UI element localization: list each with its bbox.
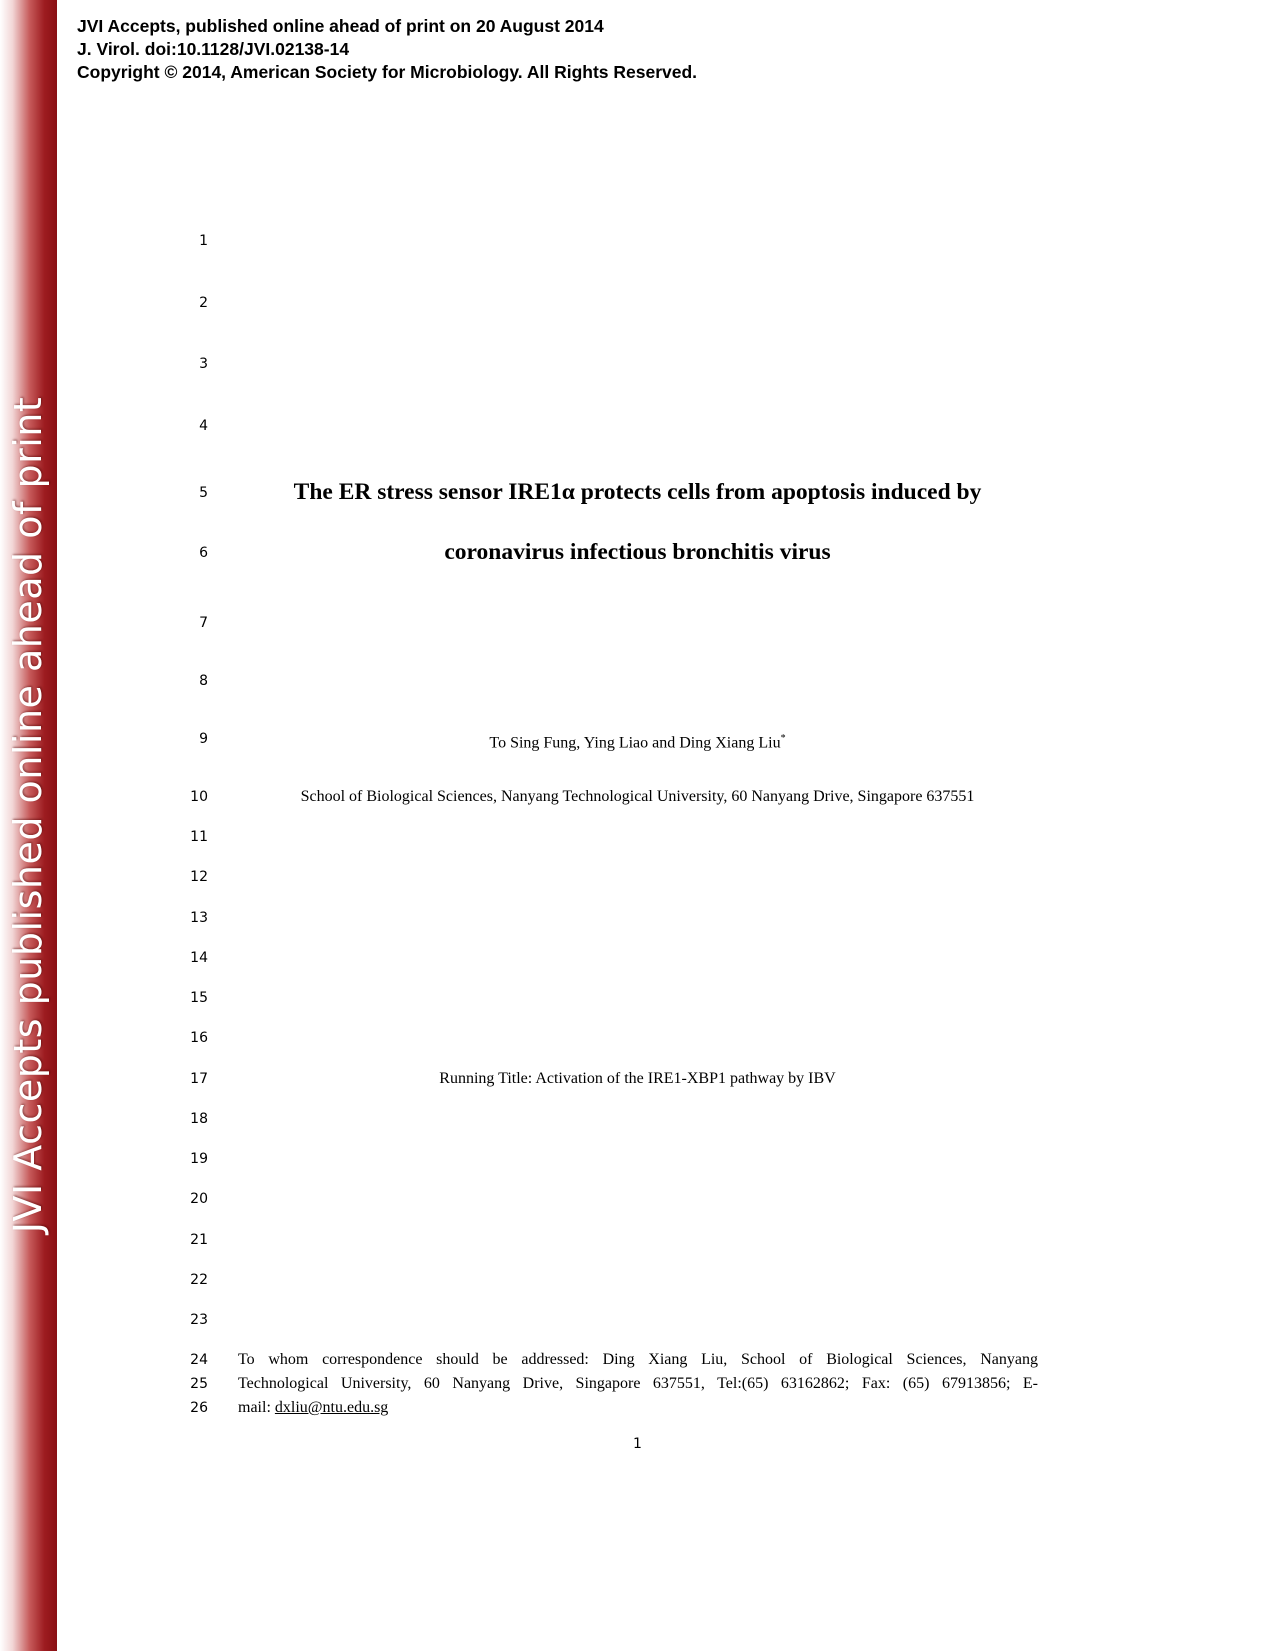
email-link[interactable]: dxliu@ntu.edu.sg	[274, 1399, 389, 1416]
line-number: 9	[199, 731, 208, 747]
line-number: 17	[190, 1071, 208, 1087]
correspondence-line-1: To whom correspondence should be addressed: Ding Xiang Liu, School of Biological Sciences, Nanyang	[238, 1351, 1038, 1368]
affiliation: School of Biological Sciences, Nanyang Technological University, 60 Nanyang Drive, Singapore 637551	[300, 788, 975, 805]
line-number: 6	[199, 545, 208, 561]
line-number: 18	[190, 1111, 208, 1127]
line-number: 21	[190, 1232, 208, 1248]
line-number: 5	[199, 485, 208, 501]
line-number: 1	[199, 233, 208, 249]
author-names: To Sing Fung, Ying Liao and Ding Xiang Liu	[489, 734, 781, 752]
line-number: 26	[190, 1400, 208, 1416]
line-number: 13	[190, 910, 208, 926]
line-number: 2	[199, 295, 208, 311]
line-number: 7	[199, 615, 208, 631]
line-number: 24	[190, 1352, 208, 1368]
header-doi-line: J. Virol. doi:10.1128/JVI.02138-14	[77, 39, 350, 59]
side-banner-text: JVI Accepts published online ahead of print	[6, 396, 50, 1234]
line-number: 22	[190, 1272, 208, 1288]
line-number: 19	[190, 1151, 208, 1167]
correspondence-line-2: Technological University, 60 Nanyang Drive, Singapore 637551, Tel:(65) 63162862; Fax: (65) 67913856; E-	[238, 1375, 1038, 1392]
author-list	[240, 729, 1035, 753]
line-number: 3	[199, 356, 208, 372]
header-publication-line: JVI Accepts, published online ahead of print on 20 August 2014	[77, 16, 604, 36]
page-number: 1	[633, 1436, 642, 1452]
line-number: 20	[190, 1191, 208, 1207]
paper-title-line-2: coronavirus infectious bronchitis virus	[444, 539, 831, 565]
running-title: Running Title: Activation of the IRE1-XBP1 pathway by IBV	[439, 1070, 836, 1087]
line-number: 12	[190, 869, 208, 885]
correspondence-line-3	[238, 1396, 1038, 1420]
line-number: 4	[199, 418, 208, 434]
line-number: 8	[199, 673, 208, 689]
header-copyright-line: Copyright © 2014, American Society for Microbiology. All Rights Reserved.	[77, 62, 698, 82]
journal-header	[77, 15, 697, 84]
line-number: 11	[190, 829, 208, 845]
line-number: 16	[190, 1030, 208, 1046]
line-number: 15	[190, 990, 208, 1006]
corresponding-author-marker: *	[780, 733, 786, 744]
email-prefix: mail:	[238, 1399, 271, 1416]
line-number: 23	[190, 1312, 208, 1328]
paper-title-line-1: The ER stress sensor IRE1α protects cells from apoptosis induced by	[293, 479, 982, 505]
line-number: 14	[190, 950, 208, 966]
side-banner	[0, 0, 57, 1651]
line-number: 25	[190, 1376, 208, 1392]
line-number: 10	[190, 789, 208, 805]
